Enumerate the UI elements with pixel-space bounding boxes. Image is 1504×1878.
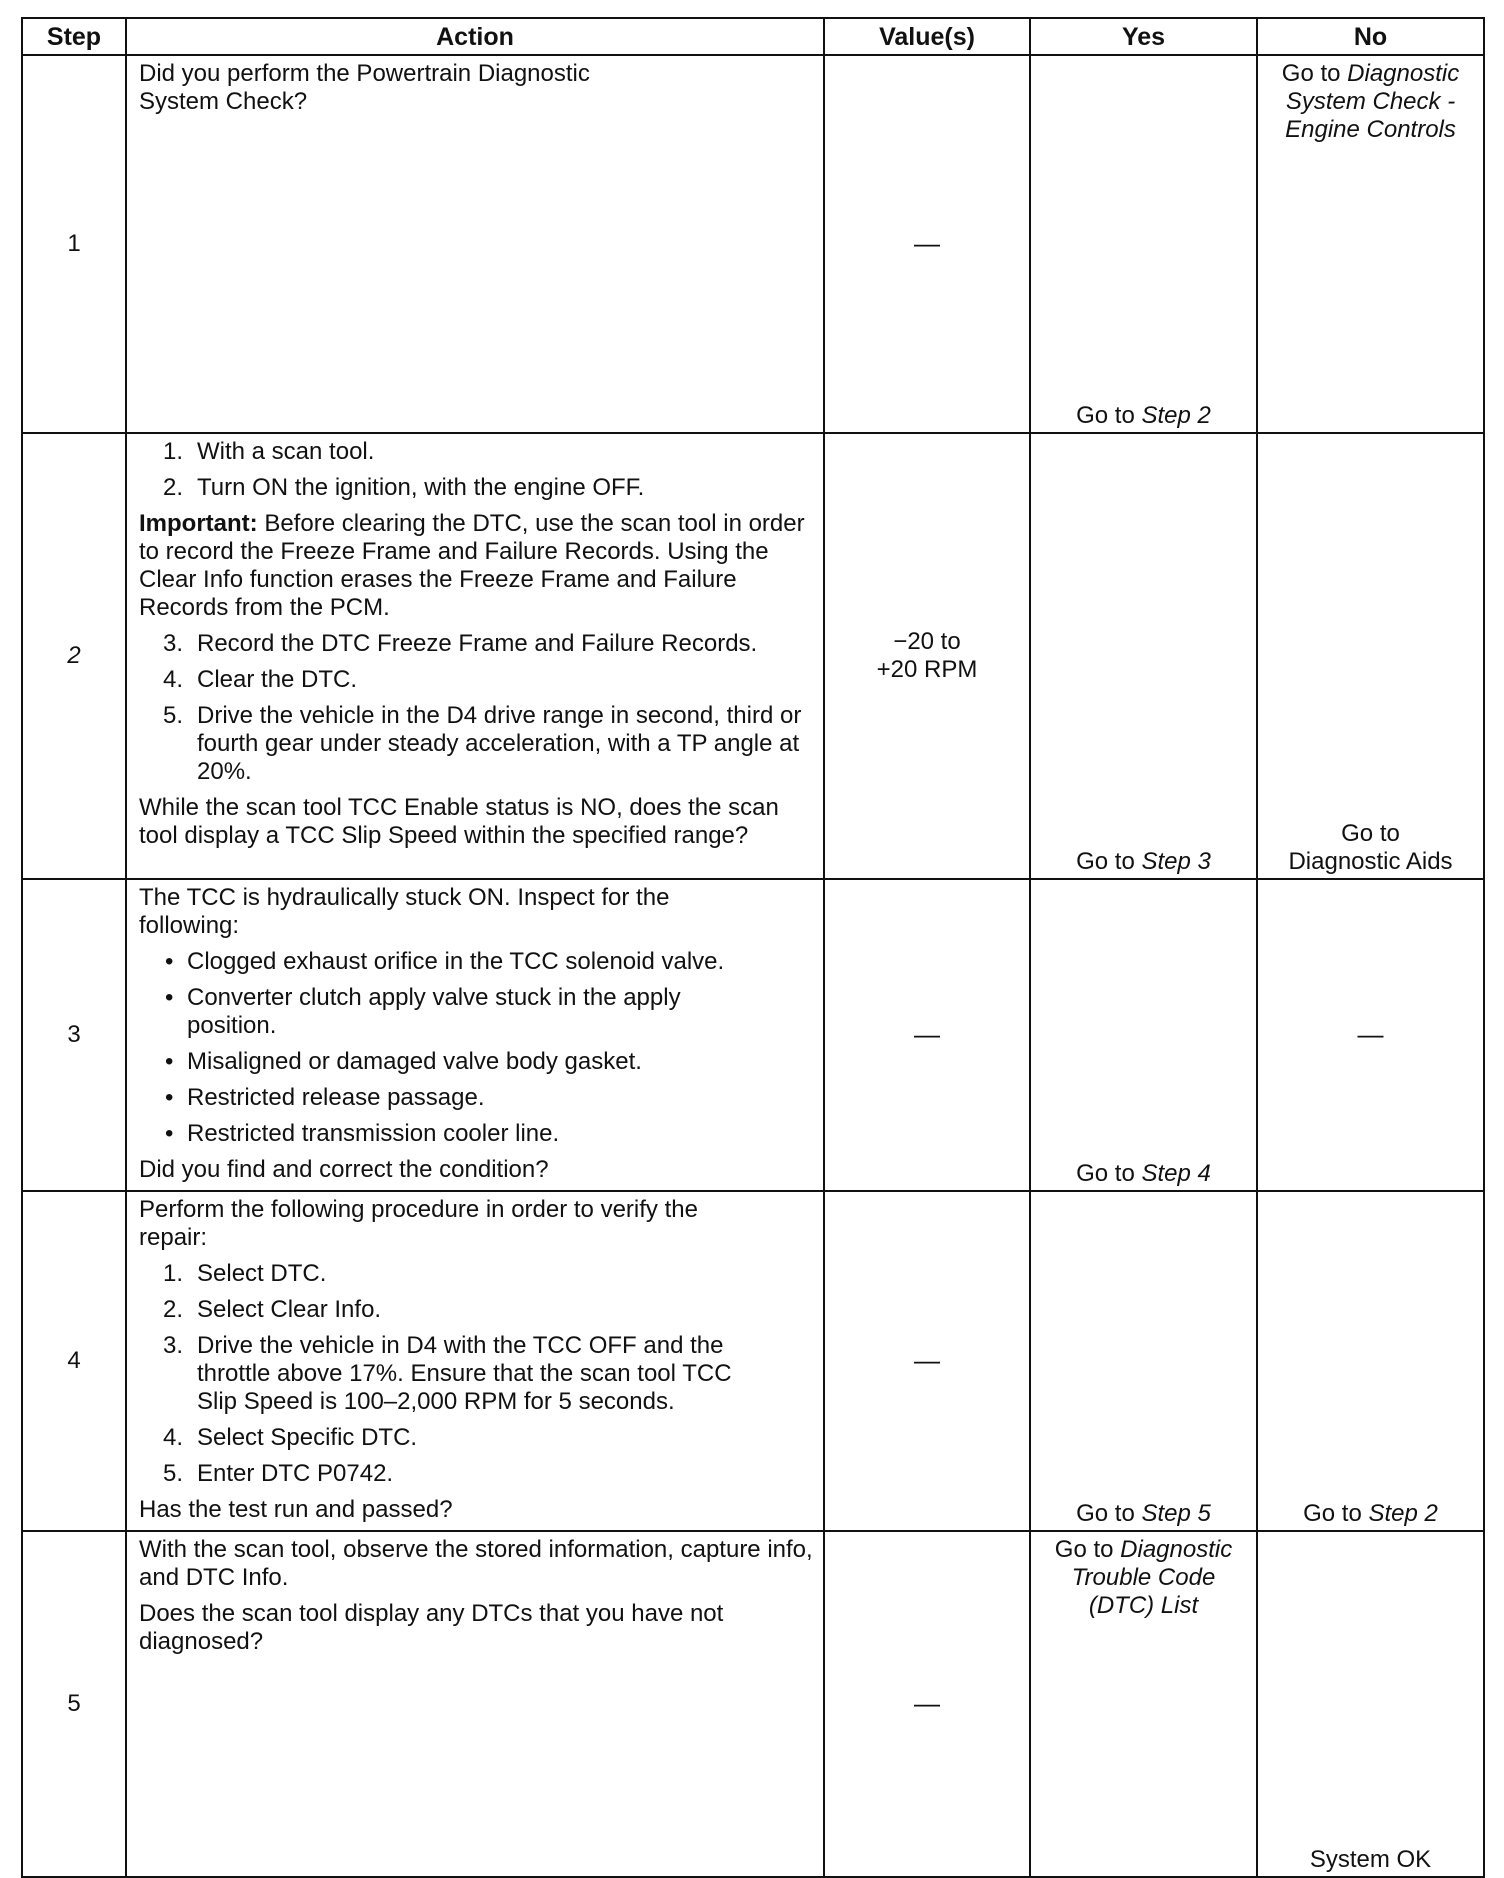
go-to-text: Go to [1076,848,1142,875]
list-item: 3. Record the DTC Freeze Frame and Failure Records. [163,630,758,657]
important-note [139,510,815,622]
list-item: 1. With a scan tool. [163,438,375,465]
important-label: Important: [139,510,258,537]
yes-cell [1030,879,1257,1191]
action-question: While the scan tool TCC Enable status is NO, does the scan tool display a TCC Slip Speed within the specified range? [139,794,779,849]
yes-link[interactable] [1031,848,1256,876]
value-dash: — [914,1019,940,1049]
value-cell [824,879,1030,1191]
list-item: 1. Select DTC. [163,1260,327,1287]
action-cell [126,1531,824,1877]
action-cell [126,55,824,433]
system-ok-text: System OK [1309,1846,1432,1873]
value-cell [824,1531,1030,1877]
action-cell [126,1191,824,1531]
list-item: 2. Select Clear Info. [163,1296,382,1323]
action-cell [126,879,824,1191]
no-cell [1257,879,1484,1191]
go-to-text: Go to [1054,1536,1121,1563]
header-row [22,18,1484,55]
value-range: −20 to +20 RPM [876,628,978,683]
step-number: 2 [22,433,126,879]
list-item: • Converter clutch apply valve stuck in the apply position. [139,984,727,1040]
step-list [139,438,815,502]
go-to-text: Go to [1076,1500,1142,1527]
action-cell [126,433,824,879]
no-link[interactable]: Go to Diagnostic Aids [1288,820,1453,875]
step-number: 1 [22,55,126,433]
header-step: Step [22,18,126,55]
list-item: 4. Clear the DTC. [163,666,358,693]
list-item: 5. Drive the vehicle in the D4 drive range in second, third or fourth gear under steady acceleration, with a TP angle at 20%. [163,702,802,785]
header-no: No [1257,18,1484,55]
list-item: 3. Drive the vehicle in D4 with the TCC OFF and the throttle above 17%. Ensure that the scan tool TCC Slip Speed is 100–2,000 RPM for 5 seconds. [163,1332,732,1415]
step-ref: Step 3 [1141,848,1211,875]
action-intro: Perform the following procedure in order to verify the repair: [139,1196,698,1251]
bullet-list [139,948,815,1148]
step-ref: Step 2 [1368,1500,1438,1527]
list-item: • Misaligned or damaged valve body gasket. [139,1048,815,1076]
go-to-text: Go to [1303,1500,1369,1527]
procedure-ref: Diagnostic System Check - Engine Controls [1285,60,1460,143]
value-cell [824,433,1030,879]
yes-cell [1030,1531,1257,1877]
action-question: Did you find and correct the condition? [139,1156,549,1183]
yes-link[interactable] [1031,1160,1256,1188]
header-action: Action [126,18,824,55]
value-dash: — [914,228,940,258]
procedure-ref: Diagnostic Trouble Code (DTC) List [1071,1536,1233,1619]
important-text: Before clearing the DTC, use the scan tool in order to record the Freeze Frame and Failure Records. Using the Clear Info function erases the Freeze Frame and Failure Records from the PCM. [139,510,805,621]
step-list [139,1260,815,1488]
value-cell [824,55,1030,433]
value-cell [824,1191,1030,1531]
action-text: With the scan tool, observe the stored information, capture info, and DTC Info. [139,1536,813,1591]
list-item: • Restricted release passage. [139,1084,815,1112]
value-dash: — [914,1688,940,1718]
no-cell [1257,1531,1484,1877]
yes-cell [1030,1191,1257,1531]
action-intro: The TCC is hydraulically stuck ON. Inspect for the following: [139,884,670,939]
list-item: 2. Turn ON the ignition, with the engine OFF. [163,474,645,501]
step-ref: Step 2 [1141,402,1211,429]
step-number: 3 [22,879,126,1191]
list-item: 5. Enter DTC P0742. [163,1460,394,1487]
table-row-step-2 [22,433,1484,879]
table-row-step-1 [22,55,1484,433]
step-ref: Step 4 [1141,1160,1211,1187]
no-cell [1257,55,1484,433]
go-to-text: Go to [1076,1160,1142,1187]
action-question: Does the scan tool display any DTCs that you have not diagnosed? [139,1600,724,1655]
yes-link[interactable] [1031,1500,1256,1528]
no-dash: — [1357,1019,1384,1049]
no-link[interactable] [1258,56,1483,144]
go-to-text: Go to [1281,60,1348,87]
step-ref: Step 5 [1141,1500,1211,1527]
go-to-text: Go to [1076,402,1142,429]
list-item: • Clogged exhaust orifice in the TCC solenoid valve. [139,948,815,976]
table-row-step-5 [22,1531,1484,1877]
yes-cell [1030,433,1257,879]
table-row-step-3 [22,879,1484,1191]
action-text: Did you perform the Powertrain Diagnostic System Check? [139,60,590,115]
list-item: • Restricted transmission cooler line. [139,1120,815,1148]
header-yes: Yes [1030,18,1257,55]
diagnostic-table [21,17,1485,1878]
table-row-step-4 [22,1191,1484,1531]
no-cell [1257,433,1484,879]
no-link[interactable] [1258,1500,1483,1528]
value-dash: — [914,1345,940,1375]
yes-link[interactable] [1031,402,1256,430]
no-cell [1257,1191,1484,1531]
list-item: 4. Select Specific DTC. [163,1424,418,1451]
yes-link[interactable] [1031,1532,1256,1620]
step-list [139,630,815,786]
action-question: Has the test run and passed? [139,1496,453,1523]
step-number: 5 [22,1531,126,1877]
step-number: 4 [22,1191,126,1531]
yes-cell [1030,55,1257,433]
header-value: Value(s) [824,18,1030,55]
